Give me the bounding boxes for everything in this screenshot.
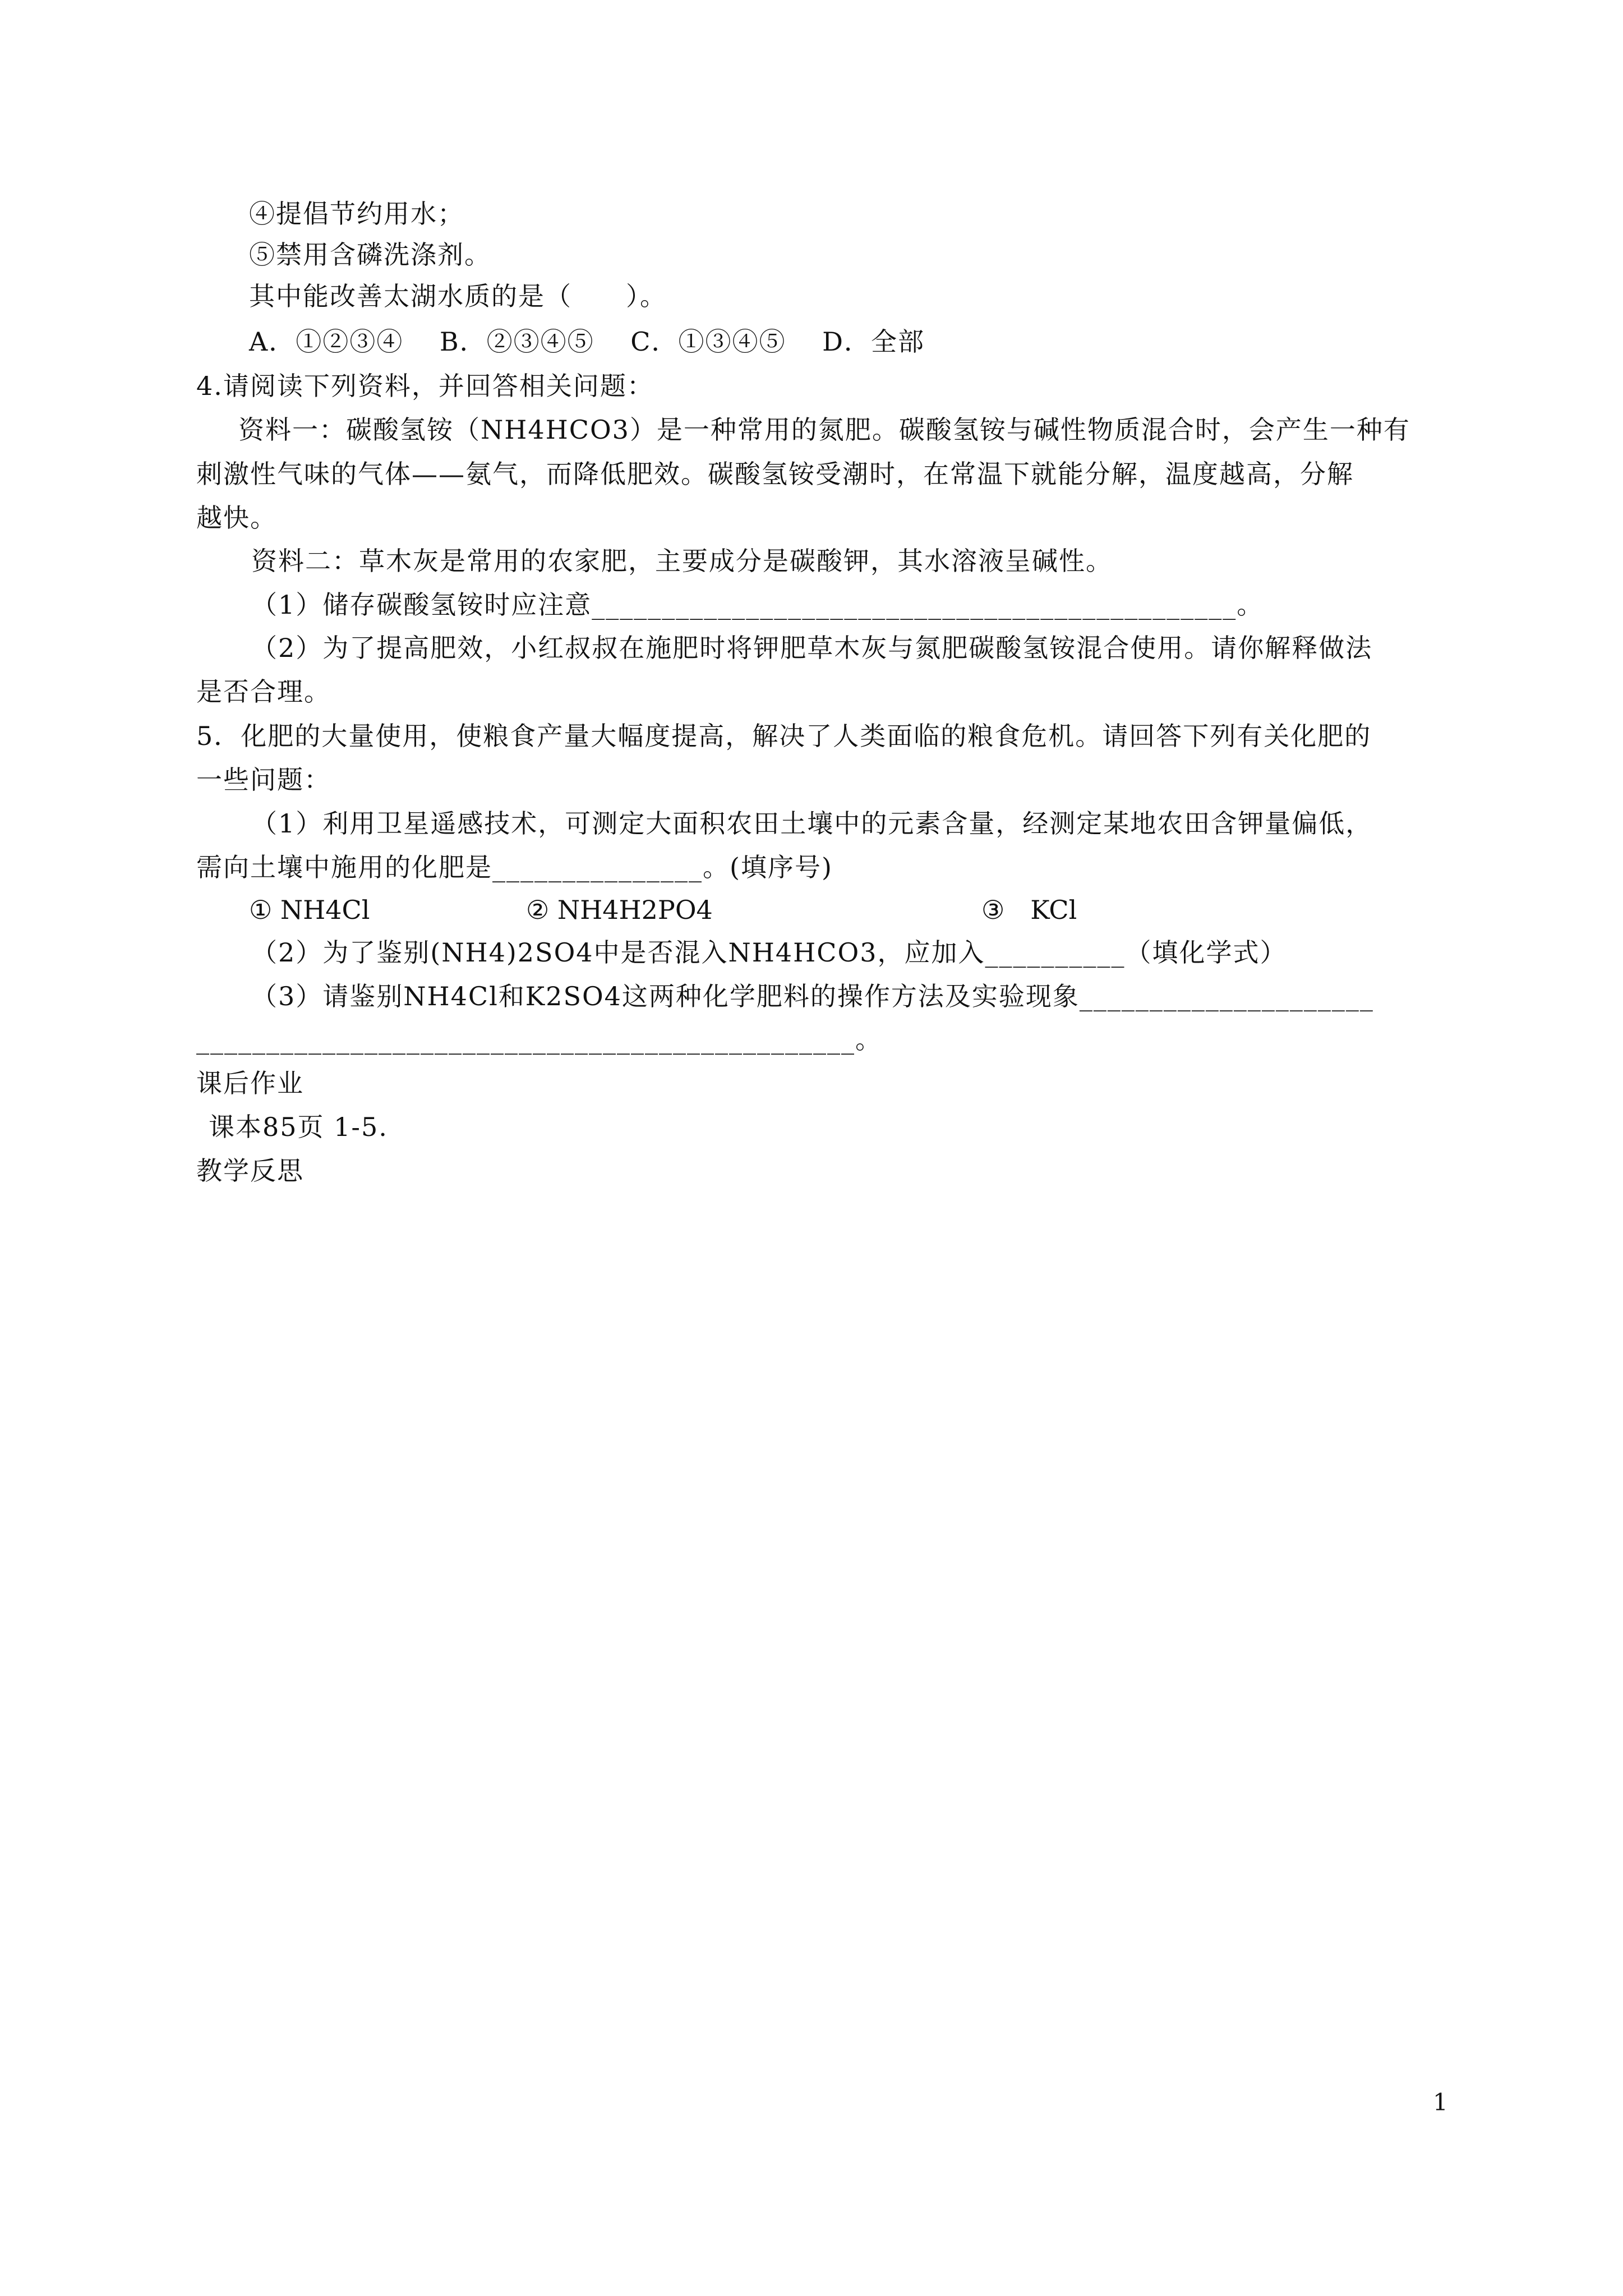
- q5-option-1: ① NH4Cl: [249, 895, 370, 925]
- q4-sub-1: （1）储存碳酸氢铵时应注意______________________________________________。: [251, 590, 1264, 620]
- q3-item-5: ⑤禁用含磷洗涤剂。: [249, 240, 491, 270]
- q4-material-2: 资料二：草木灰是常用的农家肥，主要成分是碳酸钾，其水溶液呈碱性。: [251, 546, 1113, 576]
- q3-options: A．①②③④ B．②③④⑤ C．①③④⑤ D．全部: [249, 326, 925, 357]
- q5-title-line-1: 5．化肥的大量使用，使粮食产量大幅度提高，解决了人类面临的粮食危机。请回答下列有关化肥的: [196, 721, 1372, 751]
- q5-title-line-2: 一些问题：: [196, 765, 331, 795]
- q5-option-3: ③ KCl: [981, 895, 1077, 925]
- q3-stem: 其中能改善太湖水质的是（ ）。: [249, 281, 667, 311]
- reflection-title: 教学反思: [196, 1156, 304, 1186]
- q5-sub-2: （2）为了鉴别(NH4)2SO4中是否混入NH4HCO3，应加入__________（填化学式）: [251, 937, 1287, 968]
- page-number: 1: [1433, 2088, 1448, 2116]
- q5-option-2: ② NH4H2PO4: [526, 895, 713, 925]
- q5-sub-3-line-1: （3）请鉴别NH4Cl和K2SO4这两种化学肥料的操作方法及实验现象_____________________: [251, 981, 1374, 1011]
- q4-material-1-line-2: 刺激性气味的气体——氨气，而降低肥效。碳酸氢铵受潮时，在常温下就能分解，温度越高，分解: [196, 459, 1354, 489]
- q4-sub-2-line-2: 是否合理。: [196, 677, 331, 707]
- q4-title: 4.请阅读下列资料，并回答相关问题：: [196, 371, 654, 401]
- q4-material-1-line-1: 资料一：碳酸氢铵（NH4HCO3）是一种常用的氮肥。碳酸氢铵与碱性物质混合时，会产生一种有: [238, 415, 1410, 445]
- q4-sub-2-line-1: （2）为了提高肥效，小红叔叔在施肥时将钾肥草木灰与氮肥碳酸氢铵混合使用。请你解释做法: [251, 633, 1373, 663]
- homework-title: 课后作业: [196, 1068, 304, 1098]
- q5-sub-3-line-2: _______________________________________________。: [196, 1024, 882, 1055]
- q4-material-1-line-3: 越快。: [196, 503, 277, 533]
- q5-sub-1-line-2: 需向土壤中施用的化肥是_______________。(填序号): [196, 852, 833, 882]
- q5-sub-1-line-1: （1）利用卫星遥感技术，可测定大面积农田土壤中的元素含量，经测定某地农田含钾量偏低，: [251, 808, 1373, 839]
- q3-item-4: ④提倡节约用水；: [249, 199, 464, 229]
- homework-content: 课本85页 1-5.: [209, 1112, 388, 1142]
